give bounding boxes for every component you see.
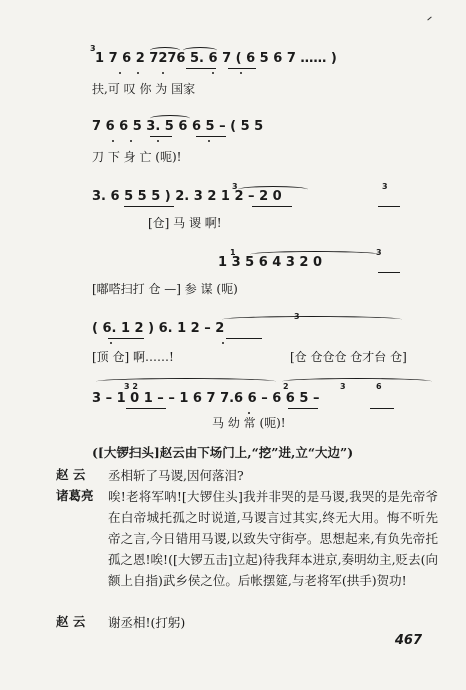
gongs-line-5: [仓 仓仓仓 仓才台 仓] bbox=[290, 350, 407, 364]
line-zhuge-liang: 唉!老将军呐![大锣住头]我并非哭的是马谡,我哭的是先帝爷在白帝城托孤之时说道,马谡言过其实,终无大用。悔不听先帝之言,今日错用马谡,以致失守街亭。思想起来,有负先帝托孤之恩!唉!([大锣五击]立起)待我拜本进京,奏明幼主,贬去(向额上自指)武乡侯之位。后帐摆筵,与老将军(拱手)贺功! bbox=[108, 489, 438, 588]
grace-note: 3 bbox=[294, 312, 300, 321]
underline-beam bbox=[150, 136, 172, 137]
low-dot bbox=[110, 342, 112, 344]
line-zhao-yun-1: 丞相斩了马谡,因何落泪? bbox=[108, 468, 244, 483]
grace-note: 2 bbox=[283, 382, 289, 391]
lyrics-line-3: [仓] 马 谡 啊! bbox=[148, 216, 222, 230]
slur bbox=[222, 316, 402, 323]
notes-line-1: 1 7 6 2 7276 5. 6 7 ( 6 5 6 7 …… ) bbox=[95, 51, 337, 66]
underline-beam bbox=[186, 68, 216, 69]
lyrics-line-6: 马 幼 常 (呃)! bbox=[212, 416, 286, 430]
underline-beam bbox=[196, 136, 226, 137]
page-number: 467 bbox=[394, 633, 422, 648]
slur bbox=[250, 251, 380, 258]
underline-beam bbox=[124, 206, 174, 207]
score-line-4 bbox=[0, 248, 466, 278]
low-dot bbox=[112, 140, 114, 142]
underline-beam bbox=[126, 408, 166, 409]
score-line-3 bbox=[0, 182, 466, 212]
speaker-zhuge-liang: 诸葛亮 bbox=[56, 488, 94, 503]
low-dot bbox=[240, 72, 242, 74]
notes-line-5: ( 6. 1 2 ) 6. 1 2 – 2 bbox=[92, 321, 225, 336]
underline-beam bbox=[378, 272, 400, 273]
slur bbox=[183, 47, 217, 54]
low-dot bbox=[119, 72, 121, 74]
stage-direction: ([大锣扫头]赵云由下场门上,“挖”进,立“大边”) bbox=[92, 445, 354, 460]
underline-beam bbox=[378, 206, 400, 207]
low-dot bbox=[137, 72, 139, 74]
grace-note: 3 2 bbox=[124, 382, 138, 391]
grace-note: 3 bbox=[90, 44, 96, 53]
underline-beam bbox=[226, 338, 262, 339]
score-line-5 bbox=[0, 312, 466, 344]
lyrics-line-1: 扶,可 叹 你 为 国家 bbox=[92, 82, 196, 96]
score-line-1 bbox=[0, 44, 466, 74]
grace-note: 3 bbox=[376, 248, 382, 257]
speaker-zhao-yun-1: 赵 云 bbox=[56, 467, 86, 482]
score-line-6 bbox=[0, 382, 466, 414]
underline-beam bbox=[252, 206, 292, 207]
grace-note: 1 bbox=[230, 248, 236, 257]
underline-beam bbox=[370, 408, 394, 409]
notes-line-4: 1 3 5 6 4 3 2 0 bbox=[218, 255, 323, 270]
slur bbox=[282, 378, 432, 385]
low-dot bbox=[248, 412, 250, 414]
lyrics-line-4: [嘟嗒扫打 仓 —] 参 谋 (呃) bbox=[92, 282, 238, 296]
score-line-2 bbox=[0, 120, 466, 142]
notes-line-3: 3. 6 5 5 5 ) 2. 3 2 1 2 – 2 0 bbox=[92, 189, 282, 204]
notes-line-2: 7 6 6 5 3. 5 6 6 5 – ( 5 5 bbox=[92, 119, 264, 134]
lyrics-line-5: [顶 仓] 啊……! bbox=[92, 350, 174, 364]
notes-line-6: 3 – 1 0 1 – – 1 6 7 7.6 6 – 6 6 5 – bbox=[92, 391, 320, 406]
underline-beam bbox=[228, 68, 256, 69]
grace-note: 6 bbox=[376, 382, 382, 391]
slur bbox=[150, 115, 190, 122]
grace-note: 3 bbox=[232, 182, 238, 191]
low-dot bbox=[222, 342, 224, 344]
speaker-zhao-yun-2: 赵 云 bbox=[56, 614, 86, 629]
underline-beam bbox=[108, 338, 144, 339]
corner-mark bbox=[427, 17, 431, 21]
low-dot bbox=[212, 72, 214, 74]
slur bbox=[96, 378, 276, 385]
low-dot bbox=[162, 72, 164, 74]
slur bbox=[238, 186, 308, 193]
underline-beam bbox=[288, 408, 318, 409]
low-dot bbox=[208, 140, 210, 142]
low-dot bbox=[130, 140, 132, 142]
low-dot bbox=[157, 140, 159, 142]
line-zhao-yun-2: 谢丞相!(打躬) bbox=[108, 615, 186, 630]
grace-note: 3 bbox=[340, 382, 346, 391]
lyrics-line-2: 刀 下 身 亡 (呃)! bbox=[92, 150, 182, 164]
slur bbox=[150, 47, 180, 54]
grace-note: 3 bbox=[382, 182, 388, 191]
